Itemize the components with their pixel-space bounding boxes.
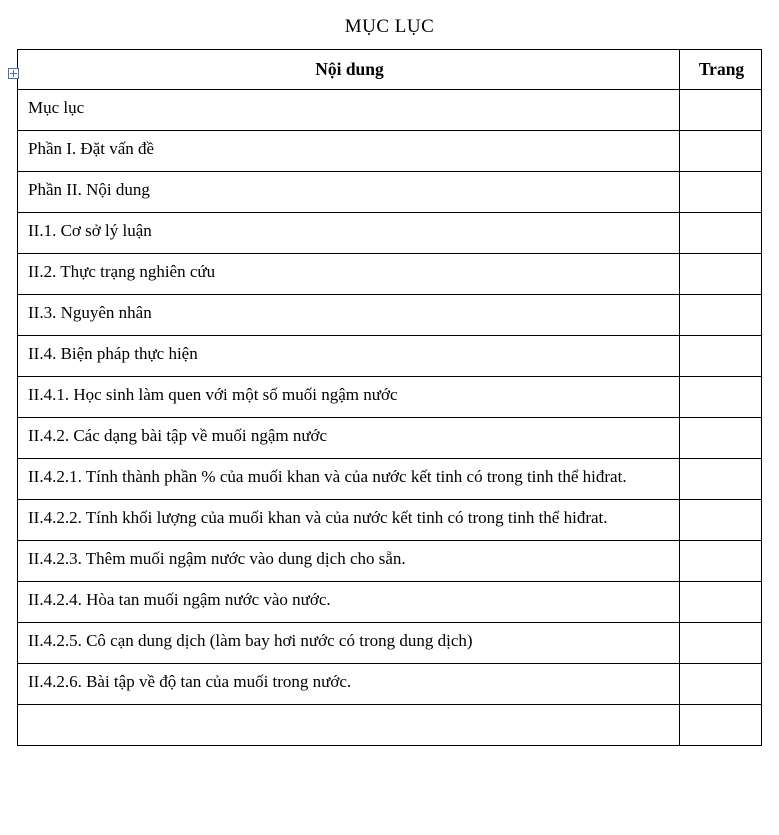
table-row (18, 336, 762, 377)
toc-entry-label: II.4.2.2. Tính khối lượng của muối khan và của nước kết tinh có trong tinh thể hiđrat. (18, 500, 680, 541)
toc-entry-page (680, 254, 762, 295)
toc-entry-page (680, 705, 762, 746)
toc-entry-label: Phần II. Nội dung (18, 172, 680, 213)
table-row (18, 377, 762, 418)
table-row (18, 664, 762, 705)
toc-entry-label: Phần I. Đặt vấn đề (18, 131, 680, 172)
toc-entry-page (680, 295, 762, 336)
toc-entry-label: II.4.2.6. Bài tập về độ tan của muối trong nước. (18, 664, 680, 705)
table-row (18, 172, 762, 213)
table-row (18, 90, 762, 131)
toc-entry-label (18, 705, 680, 746)
toc-entry-label: Mục lục (18, 90, 680, 131)
toc-entry-page (680, 664, 762, 705)
toc-entry-label: II.3. Nguyên nhân (18, 295, 680, 336)
table-of-contents (17, 49, 762, 746)
toc-entry-page (680, 131, 762, 172)
toc-entry-label: II.1. Cơ sở lý luận (18, 213, 680, 254)
toc-entry-label: II.4.2.4. Hòa tan muối ngậm nước vào nước. (18, 582, 680, 623)
page-title: MỤC LỤC (344, 16, 435, 37)
toc-entry-page (680, 213, 762, 254)
table-row (18, 705, 762, 746)
table-row (18, 500, 762, 541)
table-row (18, 623, 762, 664)
toc-entry-page (680, 377, 762, 418)
toc-entry-page (680, 336, 762, 377)
table-row (18, 213, 762, 254)
table-row (18, 459, 762, 500)
table-row (18, 254, 762, 295)
toc-entry-page (680, 418, 762, 459)
table-body (18, 90, 762, 746)
column-header-page: Trang (680, 49, 762, 89)
toc-entry-label: II.4.2.1. Tính thành phần % của muối khan và của nước kết tinh có trong tinh thể hiđrat. (18, 459, 680, 500)
toc-entry-label: II.4.2.5. Cô cạn dung dịch (làm bay hơi nước có trong dung dịch) (18, 623, 680, 664)
table-header-row (18, 49, 762, 89)
toc-entry-page (680, 459, 762, 500)
toc-entry-page (680, 582, 762, 623)
table-row (18, 541, 762, 582)
column-header-content: Nội dung (18, 49, 680, 89)
toc-entry-label: II.4.1. Học sinh làm quen với một số muối ngậm nước (18, 377, 680, 418)
toc-entry-label: II.4. Biện pháp thực hiện (18, 336, 680, 377)
toc-entry-page (680, 500, 762, 541)
toc-entry-page (680, 623, 762, 664)
table-row (18, 131, 762, 172)
document-page (0, 16, 779, 835)
table-row (18, 418, 762, 459)
table-move-handle[interactable] (8, 68, 19, 79)
toc-entry-page (680, 541, 762, 582)
toc-entry-page (680, 172, 762, 213)
toc-entry-label: II.4.2. Các dạng bài tập về muối ngậm nước (18, 418, 680, 459)
table-row (18, 582, 762, 623)
toc-entry-label: II.4.2.3. Thêm muối ngậm nước vào dung dịch cho sẵn. (18, 541, 680, 582)
toc-entry-label: II.2. Thực trạng nghiên cứu (18, 254, 680, 295)
toc-entry-page (680, 90, 762, 131)
table-row (18, 295, 762, 336)
